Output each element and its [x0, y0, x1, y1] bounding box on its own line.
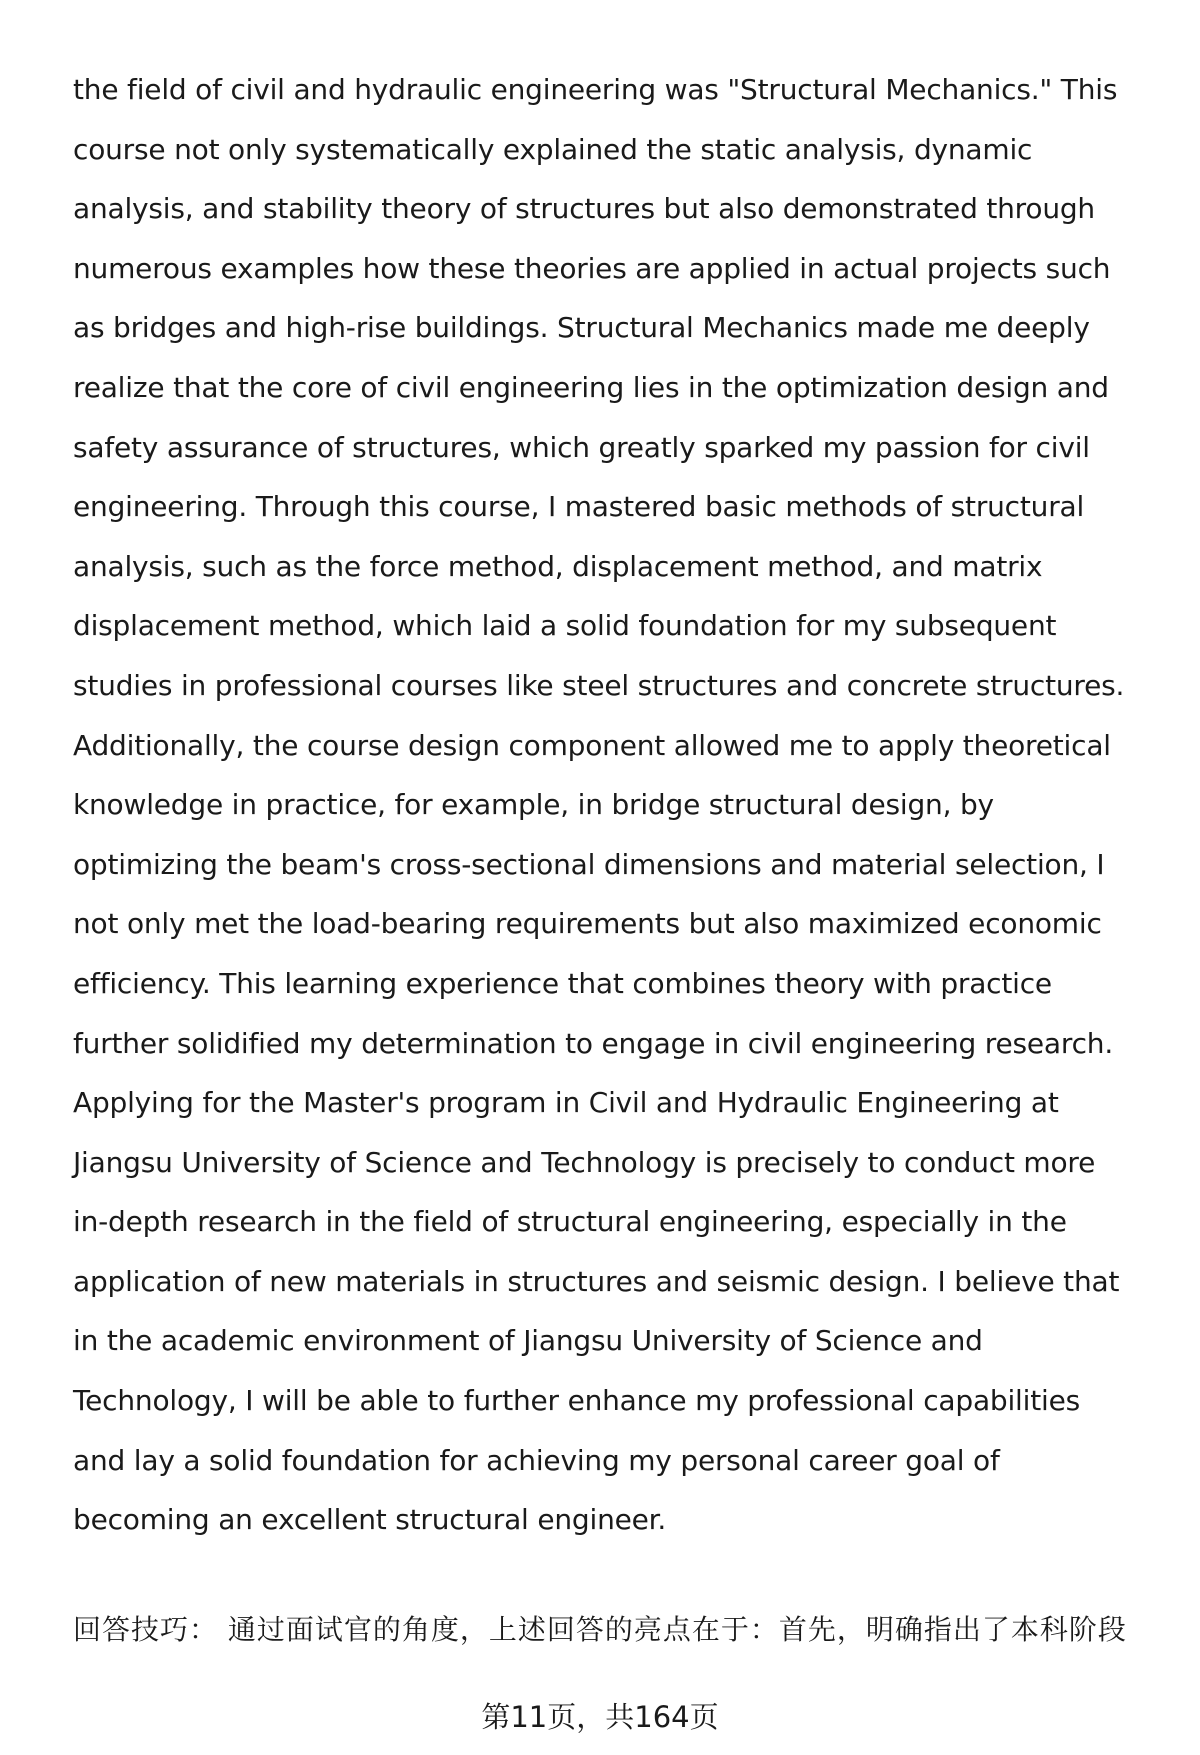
- text-line: the field of civil and hydraulic engineering was "Structural Mechanics." This: [73, 73, 1118, 106]
- text-line: displacement method, which laid a solid foundation for my subsequent: [73, 609, 1057, 643]
- body-paragraph: [73, 68, 1173, 1558]
- text-line: and lay a solid foundation for achieving my personal career goal of: [73, 1443, 1000, 1477]
- text-line: becoming an excellent structural engineer.: [73, 1503, 667, 1537]
- text-line: not only met the load-bearing requirements but also maximized economic: [73, 907, 1102, 941]
- text-line: in the academic environment of Jiangsu University of Science and: [73, 1324, 983, 1358]
- text-line: knowledge in practice, for example, in bridge structural design, by: [73, 788, 994, 822]
- text-line: Jiangsu University of Science and Technology is precisely to conduct more: [73, 1145, 1096, 1179]
- text-line: safety assurance of structures, which greatly sparked my passion for civil: [73, 430, 1090, 464]
- text-line: application of new materials in structures and seismic design. I believe that: [73, 1264, 1120, 1298]
- text-line: further solidified my determination to engage in civil engineering research.: [73, 1026, 1114, 1060]
- text-line: Applying for the Master's program in Civil and Hydraulic Engineering at: [73, 1086, 1059, 1120]
- page-number: 第11页，共164页: [481, 1700, 719, 1734]
- text-line: analysis, such as the force method, displacement method, and matrix: [73, 549, 1043, 583]
- text-line: Additionally, the course design component allowed me to apply theoretical: [73, 728, 1111, 762]
- text-line: course not only systematically explained the static analysis, dynamic: [73, 132, 1033, 166]
- text-line: Technology, I will be able to further enhance my professional capabilities: [73, 1384, 1080, 1418]
- text-line: efficiency. This learning experience that combines theory with practice: [73, 966, 1052, 1000]
- text-line: numerous examples how these theories are applied in actual projects such: [73, 251, 1111, 285]
- text-line: realize that the core of civil engineering lies in the optimization design and: [73, 370, 1109, 404]
- text-line: analysis, and stability theory of structures but also demonstrated through: [73, 192, 1095, 226]
- text-line: as bridges and high-rise buildings. Structural Mechanics made me deeply: [73, 311, 1090, 345]
- text-line: in-depth research in the field of structural engineering, especially in the: [73, 1205, 1067, 1239]
- text-line: optimizing the beam's cross-sectional dimensions and material selection, I: [73, 847, 1105, 881]
- answer-tip: 回答技巧： 通过面试官的角度，上述回答的亮点在于：首先，明确指出了本科阶段: [73, 1613, 1127, 1646]
- text-line: studies in professional courses like steel structures and concrete structures.: [73, 668, 1125, 702]
- text-line: engineering. Through this course, I mastered basic methods of structural: [73, 490, 1085, 524]
